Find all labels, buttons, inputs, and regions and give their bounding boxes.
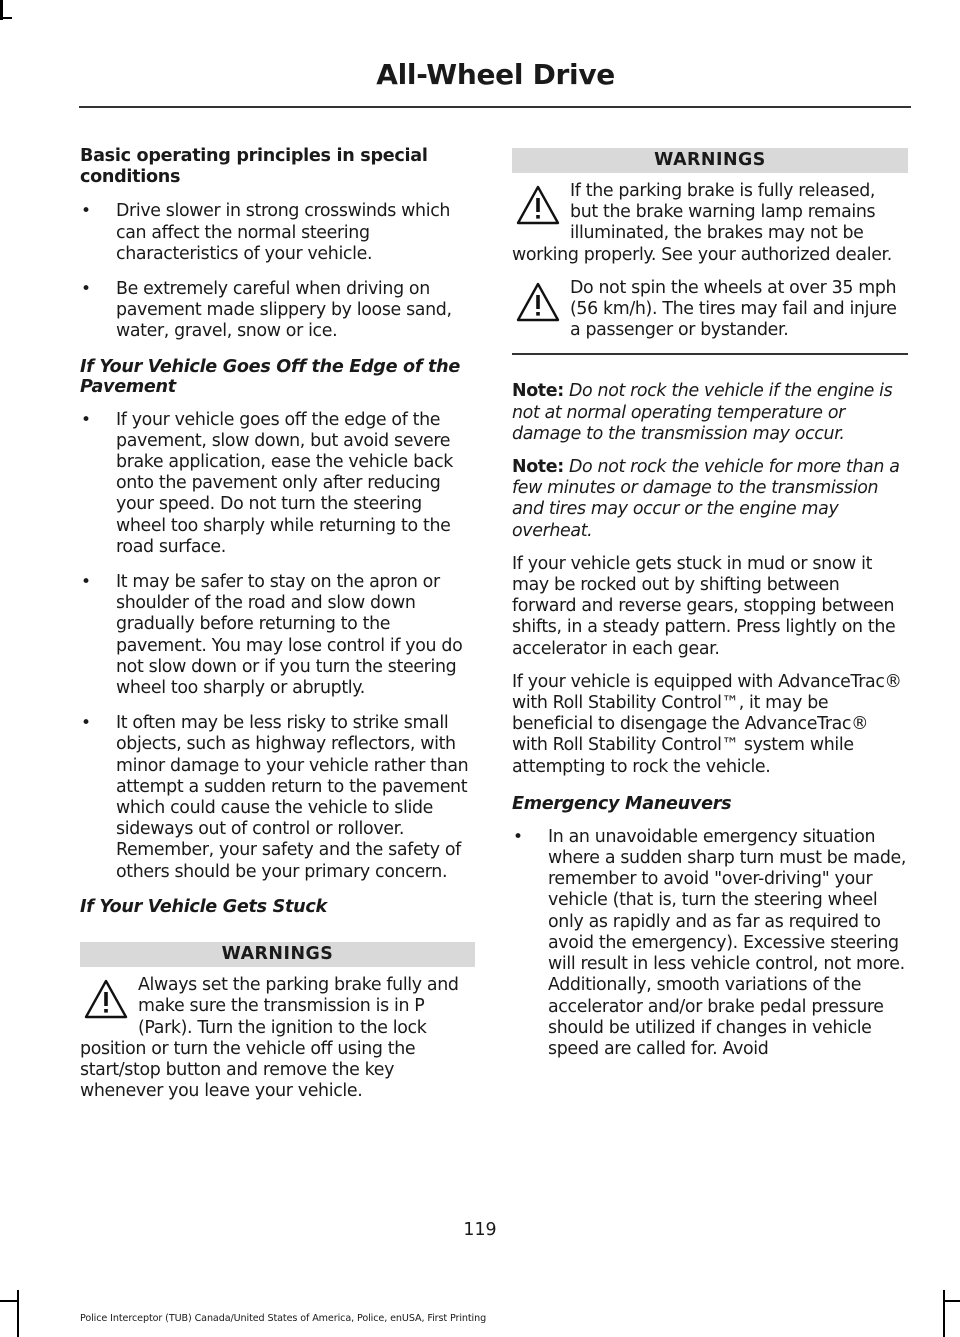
right-column (512, 148, 908, 1074)
crop-mark (943, 1300, 960, 1302)
warning-triangle-icon (516, 185, 560, 225)
warning-text: Always set the parking brake fully and make sure the transmission is in P (Park). Turn the ignition to the lock position or turn the vehicle off using the start/stop button and remove the key whenever you leave your vehicle. (80, 975, 459, 1102)
paragraph: If your vehicle is equipped with AdvanceTrac® with Roll Stability Control™, it may be beneficial to disengage the AdvanceTrac® with Roll Stability Control™ system while attempting to rock the vehicle. (512, 671, 902, 777)
warning-item (512, 181, 908, 266)
crop-mark (17, 1290, 19, 1337)
warnings-title: WARNINGS (80, 942, 475, 967)
warnings-box (512, 148, 908, 355)
page-title: All-Wheel Drive (376, 58, 615, 91)
bullet-list (512, 827, 908, 1060)
header-divider (79, 106, 911, 108)
warning-text: If the parking brake is fully released, but the brake warning lamp remains illuminated, the brakes may not be working properly. See your authorized dealer. (512, 181, 892, 265)
crop-mark (943, 1290, 945, 1337)
crop-mark (0, 1300, 19, 1302)
list-item: • Be extremely careful when driving on pavement made slippery by loose sand, water, gravel, snow or ice. (81, 279, 452, 342)
warning-triangle-icon (516, 282, 560, 322)
warning-text: Do not spin the wheels at over 35 mph (56 km/h). The tires may fail and injure a passenger or bystander. (570, 277, 897, 341)
paragraph: If your vehicle gets stuck in mud or snow it may be rocked out by shifting between forward and reverse gears, stopping between shifts, in a steady pattern. Press lightly on the accelerator in each gear. (512, 553, 896, 659)
list-item: • If your vehicle goes off the edge of the pavement, slow down, but avoid severe brake application, ease the vehicle back onto the pavement only after reducing your speed. Do not turn the steering wheel too sharply while returning to the road surface. (81, 409, 454, 557)
warning-triangle-icon (84, 979, 128, 1019)
bullet-list (80, 201, 475, 342)
list-item: • It may be safer to stay on the apron or shoulder of the road and slow down gradually before returning to the pavement. You may lose control if you do not slow down or if you turn the steering wheel too sharply or abruptly. (81, 572, 463, 699)
warning-item (512, 278, 908, 342)
note: Note: Do not rock the vehicle if the engine is not at normal operating temperature or damage to the transmission may occur. (512, 381, 893, 444)
section-heading: If Your Vehicle Gets Stuck (80, 896, 327, 917)
list-item: • It often may be less risky to strike small objects, such as highway reflectors, with minor damage to your vehicle rather than attempt a sudden return to the pavement which could cause the vehicle to slide sideways out of control or rollover. Remember, your safety and the safety of others should be your primary concern. (81, 713, 469, 882)
section-heading: If Your Vehicle Goes Off the Edge of the Pavement (80, 356, 460, 397)
warning-item (80, 975, 475, 1102)
section-heading: Emergency Maneuvers (512, 793, 732, 814)
left-column (80, 146, 475, 1102)
note: Note: Do not rock the vehicle for more than a few minutes or damage to the transmission and tires may occur or the engine may overheat. (512, 457, 900, 541)
section-heading: Basic operating principles in special conditions (80, 146, 428, 188)
warnings-divider (512, 353, 908, 355)
bullet-list (80, 410, 475, 883)
crop-mark (0, 17, 12, 19)
warnings-title: WARNINGS (512, 148, 908, 173)
page-number: 119 (463, 1220, 497, 1240)
footer-text: Police Interceptor (TUB) Canada/United States of America, Police, enUSA, First Printing (80, 1313, 487, 1324)
list-item: • In an unavoidable emergency situation where a sudden sharp turn must be made, remember to avoid "over-driving" your vehicle (that is, turn the steering wheel only as rapidly and as far as required to avoid the emergency). Excessive steering will result in less vehicle control, not more. Additionally, smooth variations of the accelerator and/or brake pedal pressure should be utilized if changes in vehicle speed are called for. Avoid (513, 826, 907, 1059)
warnings-box (80, 942, 475, 1102)
list-item: • Drive slower in strong crosswinds which can affect the normal steering characteristics of your vehicle. (81, 201, 451, 264)
